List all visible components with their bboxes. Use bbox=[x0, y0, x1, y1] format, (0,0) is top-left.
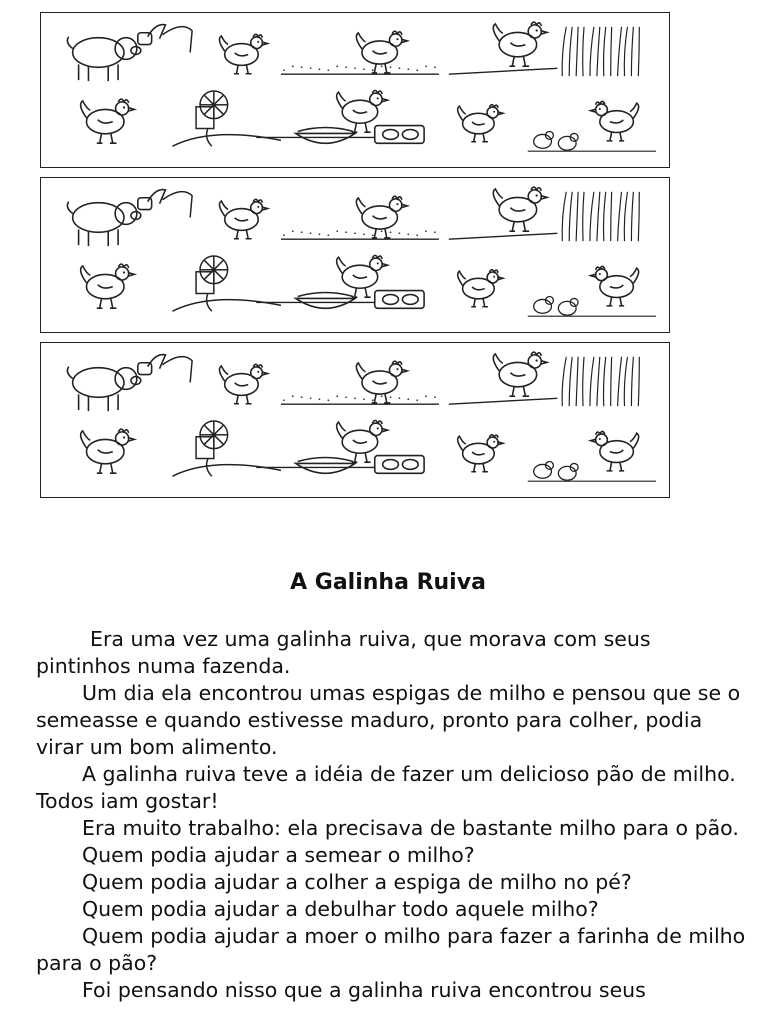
story-paragraph: Quem podia ajudar a moer o milho para fazer a farinha de milho para o pão? bbox=[36, 924, 746, 975]
hen-drawing bbox=[458, 435, 503, 472]
story-illustration bbox=[41, 343, 669, 497]
illustration-strip-2 bbox=[40, 177, 670, 333]
illustration-strip-3 bbox=[40, 342, 670, 498]
story-paragraph: Quem podia ajudar a semear o milho? bbox=[82, 843, 475, 867]
hen-drawing bbox=[493, 352, 547, 396]
story-title: A Galinha Ruiva bbox=[290, 570, 486, 595]
story-paragraph: Quem podia ajudar a debulhar todo aquele milho? bbox=[82, 897, 599, 921]
story-paragraph: Era muito trabalho: ela precisava de bastante milho para o pão. bbox=[82, 816, 739, 840]
hen-drawing bbox=[458, 270, 503, 307]
story-paragraph: A galinha ruiva teve a idéia de fazer um delicioso pão de milho. Todos iam gostar! bbox=[36, 762, 736, 813]
story-paragraph: Um dia ela encontrou umas espigas de milho e pensou que se o semeasse e quando estivesse maduro, pronto para colher, podia virar um bom alimento. bbox=[36, 681, 741, 759]
hen-drawing bbox=[591, 101, 639, 140]
story-paragraph: Quem podia ajudar a colher a espiga de milho no pé? bbox=[82, 870, 632, 894]
hen-drawing bbox=[81, 99, 135, 143]
hen-drawing bbox=[591, 431, 639, 470]
hen-drawing bbox=[493, 22, 547, 66]
hen-drawing bbox=[591, 266, 639, 305]
story-paragraph: Foi pensando nisso que a galinha ruiva encontrou seus bbox=[82, 978, 646, 1002]
story-paragraph: Era uma vez uma galinha ruiva, que morava com seus pintinhos numa fazenda. bbox=[36, 627, 651, 678]
hen-drawing bbox=[219, 364, 267, 403]
hen-drawing bbox=[493, 187, 547, 231]
hen-drawing bbox=[219, 199, 267, 238]
hen-drawing bbox=[81, 429, 135, 473]
hen-drawing bbox=[219, 34, 267, 73]
story-illustration bbox=[41, 178, 669, 332]
hen-drawing bbox=[458, 105, 503, 142]
story-body bbox=[36, 626, 748, 1004]
hen-drawing bbox=[81, 264, 135, 308]
illustration-strip-1 bbox=[40, 12, 670, 168]
story-illustration bbox=[41, 13, 669, 167]
